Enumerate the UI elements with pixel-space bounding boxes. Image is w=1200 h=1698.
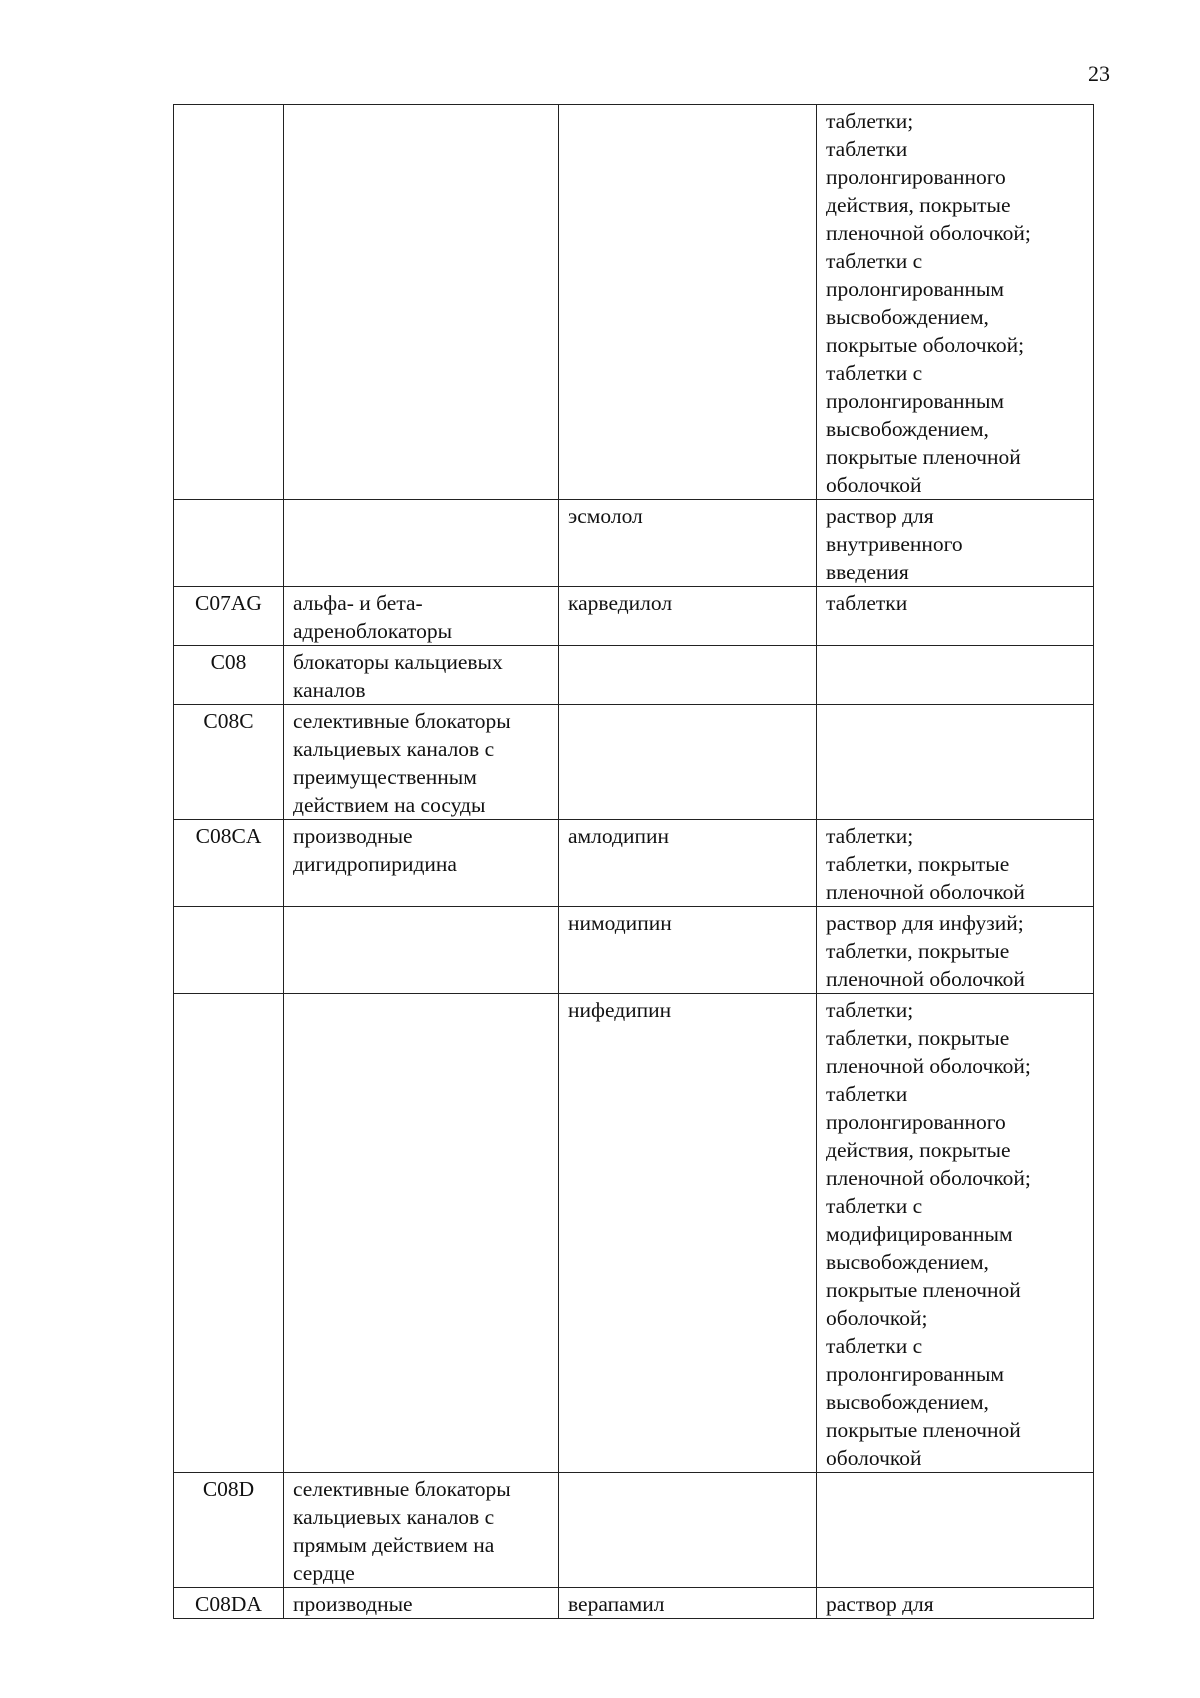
group-name-line: дигидропиридина	[293, 852, 457, 876]
dosage-forms-line: высвобождением,	[826, 1390, 989, 1414]
dosage-forms-cell	[817, 587, 1094, 646]
atc-code-cell	[174, 907, 284, 994]
atc-code-cell	[174, 1588, 284, 1619]
dosage-forms-line: таблетки с	[826, 361, 923, 385]
dosage-forms-line: действия, покрытые	[826, 1138, 1011, 1162]
drug-name-line: нимодипин	[568, 911, 672, 935]
dosage-forms-line: оболочкой	[826, 1446, 922, 1470]
dosage-forms-line: покрытые пленочной	[826, 1278, 1021, 1302]
group-name-cell	[284, 1588, 559, 1619]
table-row	[174, 500, 1094, 587]
drug-name-cell	[559, 907, 817, 994]
dosage-forms-line: пленочной оболочкой	[826, 967, 1025, 991]
table-row	[174, 907, 1094, 994]
group-name-cell	[284, 994, 559, 1473]
dosage-forms-cell	[817, 1473, 1094, 1588]
dosage-forms-line: таблетки с	[826, 1194, 923, 1218]
dosage-forms-line: покрытые оболочкой;	[826, 333, 1025, 357]
atc-code-cell	[174, 1473, 284, 1588]
group-name-line: селективные блокаторы	[293, 1477, 511, 1501]
group-name-line: каналов	[293, 678, 366, 702]
dosage-forms-line: пролонгированным	[826, 277, 1005, 301]
dosage-forms-line: оболочкой;	[826, 1306, 928, 1330]
dosage-forms-line: пролонгированным	[826, 389, 1005, 413]
group-name-line: селективные блокаторы	[293, 709, 511, 733]
dosage-forms-cell	[817, 500, 1094, 587]
drug-name-cell	[559, 1588, 817, 1619]
atc-code-text: C08CA	[195, 824, 262, 848]
dosage-forms-line: введения	[826, 560, 909, 584]
atc-code-cell	[174, 820, 284, 907]
drug-name-cell	[559, 500, 817, 587]
table-row	[174, 705, 1094, 820]
group-name-line: альфа- и бета-	[293, 591, 423, 615]
drug-name-line: карведилол	[568, 591, 673, 615]
dosage-forms-line: высвобождением,	[826, 417, 989, 441]
group-name-line: сердце	[293, 1561, 355, 1585]
dosage-forms-line: раствор для инфузий;	[826, 911, 1024, 935]
dosage-forms-line: пленочной оболочкой	[826, 880, 1025, 904]
dosage-forms-line: таблетки, покрытые	[826, 852, 1010, 876]
dosage-forms-line: покрытые пленочной	[826, 445, 1021, 469]
group-name-cell	[284, 1473, 559, 1588]
drug-table-body	[174, 105, 1094, 1619]
drug-name-line: верапамил	[568, 1592, 665, 1616]
dosage-forms-cell	[817, 105, 1094, 500]
dosage-forms-line: модифицированным	[826, 1222, 1013, 1246]
drug-name-cell	[559, 1473, 817, 1588]
dosage-forms-line: пролонгированного	[826, 1110, 1006, 1134]
atc-code-text: C08D	[202, 1477, 255, 1501]
group-name-line: преимущественным	[293, 765, 477, 789]
drug-table	[173, 104, 1094, 1619]
dosage-forms-line: таблетки	[826, 1082, 908, 1106]
dosage-forms-line: пролонгированного	[826, 165, 1006, 189]
atc-code-cell	[174, 705, 284, 820]
drug-name-cell	[559, 705, 817, 820]
dosage-forms-line: высвобождением,	[826, 305, 989, 329]
group-name-line: действием на сосуды	[293, 793, 486, 817]
atc-code-text: C08DA	[195, 1592, 262, 1616]
dosage-forms-line: таблетки с	[826, 1334, 923, 1358]
group-name-cell	[284, 500, 559, 587]
atc-code-cell	[174, 587, 284, 646]
dosage-forms-line: таблетки, покрытые	[826, 1026, 1010, 1050]
atc-code-cell	[174, 994, 284, 1473]
dosage-forms-line: действия, покрытые	[826, 193, 1011, 217]
table-row	[174, 587, 1094, 646]
drug-name-cell	[559, 820, 817, 907]
dosage-forms-line: покрытые пленочной	[826, 1418, 1021, 1442]
table-row	[174, 994, 1094, 1473]
dosage-forms-line: пленочной оболочкой;	[826, 221, 1031, 245]
group-name-cell	[284, 705, 559, 820]
table-row	[174, 1473, 1094, 1588]
dosage-forms-line: пленочной оболочкой;	[826, 1054, 1031, 1078]
dosage-forms-line: таблетки;	[826, 109, 914, 133]
dosage-forms-line: высвобождением,	[826, 1250, 989, 1274]
dosage-forms-cell	[817, 1588, 1094, 1619]
drug-name-cell	[559, 587, 817, 646]
atc-code-cell	[174, 500, 284, 587]
group-name-line: производные	[293, 1592, 413, 1616]
group-name-line: прямым действием на	[293, 1533, 495, 1557]
dosage-forms-line: раствор для	[826, 504, 934, 528]
dosage-forms-line: раствор для	[826, 1592, 934, 1616]
dosage-forms-line: пролонгированным	[826, 1362, 1005, 1386]
group-name-cell	[284, 105, 559, 500]
group-name-cell	[284, 587, 559, 646]
dosage-forms-line: таблетки	[826, 591, 908, 615]
atc-code-text: C08	[210, 650, 247, 674]
dosage-forms-cell	[817, 907, 1094, 994]
dosage-forms-line: таблетки	[826, 137, 908, 161]
dosage-forms-line: таблетки;	[826, 998, 914, 1022]
group-name-line: адреноблокаторы	[293, 619, 453, 643]
group-name-cell	[284, 907, 559, 994]
atc-code-text: C08C	[203, 709, 254, 733]
drug-name-cell	[559, 646, 817, 705]
dosage-forms-line: таблетки;	[826, 824, 914, 848]
atc-code-cell	[174, 105, 284, 500]
dosage-forms-cell	[817, 820, 1094, 907]
dosage-forms-line: внутривенного	[826, 532, 963, 556]
table-row	[174, 105, 1094, 500]
group-name-line: производные	[293, 824, 413, 848]
drug-name-cell	[559, 994, 817, 1473]
table-row	[174, 1588, 1094, 1619]
group-name-cell	[284, 820, 559, 907]
dosage-forms-line: таблетки с	[826, 249, 923, 273]
group-name-line: кальциевых каналов с	[293, 737, 495, 761]
atc-code-cell	[174, 646, 284, 705]
atc-code-text: C07AG	[195, 591, 262, 615]
dosage-forms-cell	[817, 994, 1094, 1473]
drug-name-line: нифедипин	[568, 998, 672, 1022]
drug-name-line: эсмолол	[568, 504, 643, 528]
group-name-line: блокаторы кальциевых	[293, 650, 503, 674]
dosage-forms-line: пленочной оболочкой;	[826, 1166, 1031, 1190]
page-number: 23	[1088, 61, 1110, 86]
drug-name-cell	[559, 105, 817, 500]
dosage-forms-line: оболочкой	[826, 473, 922, 497]
drug-name-line: амлодипин	[568, 824, 669, 848]
table-row	[174, 820, 1094, 907]
dosage-forms-cell	[817, 705, 1094, 820]
dosage-forms-cell	[817, 646, 1094, 705]
group-name-cell	[284, 646, 559, 705]
dosage-forms-line: таблетки, покрытые	[826, 939, 1010, 963]
table-row	[174, 646, 1094, 705]
group-name-line: кальциевых каналов с	[293, 1505, 495, 1529]
